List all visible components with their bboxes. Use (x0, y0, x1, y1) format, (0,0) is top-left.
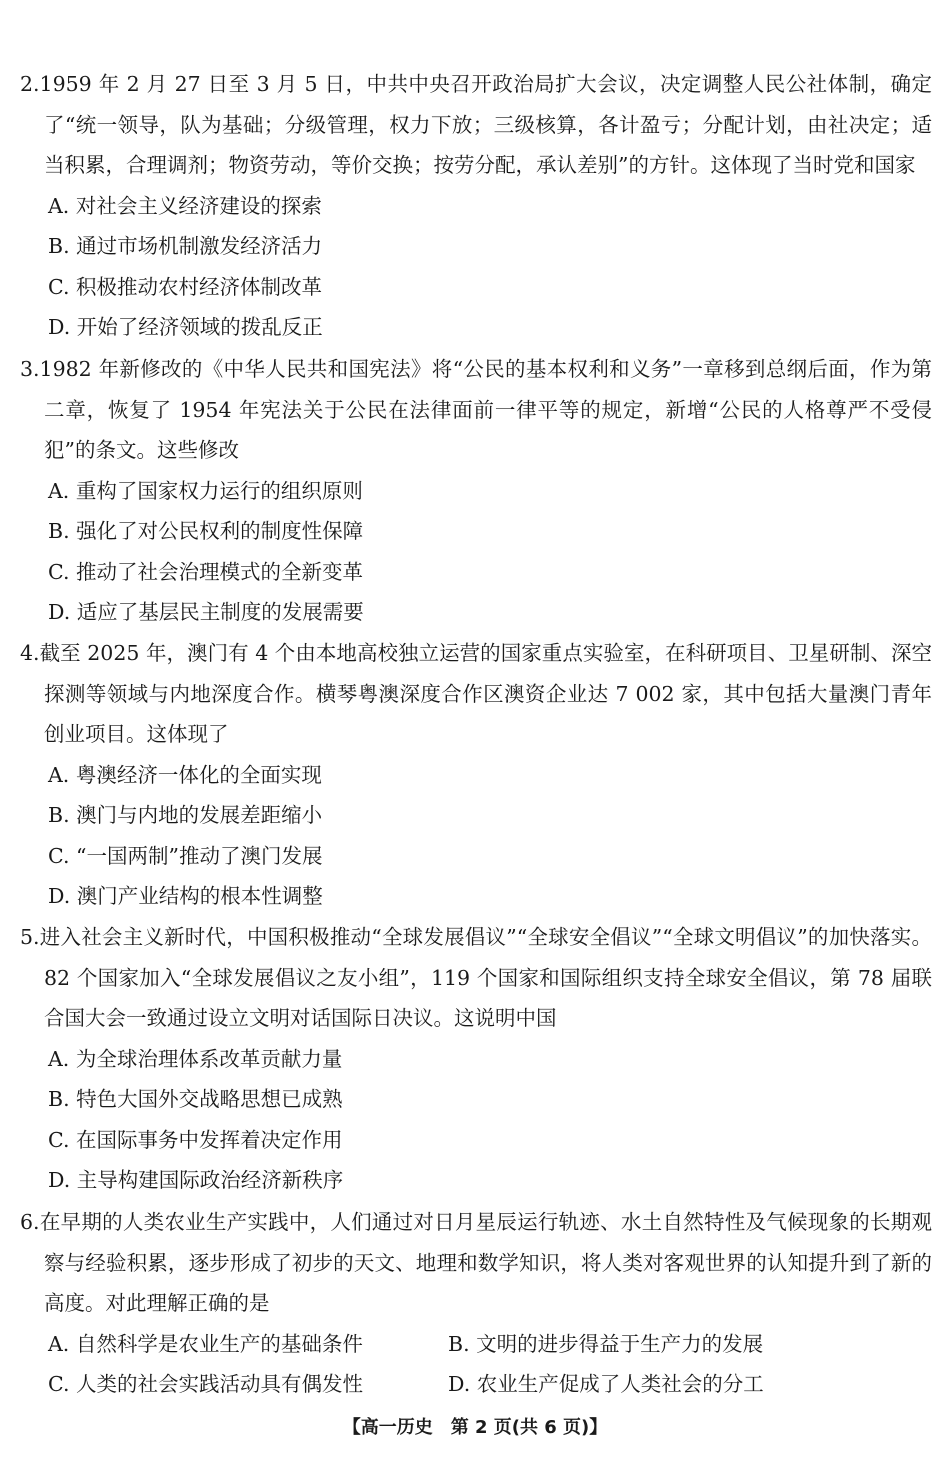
question-3 (20, 349, 932, 633)
option-c: C. “一国两制”推动了澳门发展 (48, 843, 323, 868)
option-d: D. 适应了基层民主制度的发展需要 (48, 600, 364, 624)
question-2 (20, 64, 932, 348)
options-row (20, 1364, 932, 1405)
option-d: D. 主导构建国际政治经济新秩序 (48, 1168, 344, 1192)
question-5 (20, 917, 932, 1201)
option-a: A. 自然科学是农业生产的基础条件 (48, 1331, 363, 1356)
option-d: D. 开始了经济领域的拨乱反正 (48, 315, 323, 339)
option-a: A. 为全球治理体系改革贡献力量 (48, 1046, 343, 1071)
option-b: B. 文明的进步得益于生产力的发展 (448, 1331, 764, 1356)
option-d: D. 农业生产促成了人类社会的分工 (448, 1372, 764, 1396)
option-c: C. 积极推动农村经济体制改革 (48, 274, 322, 299)
option-c: C. 在国际事务中发挥着决定作用 (48, 1127, 343, 1152)
option-c: C. 人类的社会实践活动具有偶发性 (48, 1372, 363, 1396)
question-4 (20, 633, 932, 917)
option-b: B. 澳门与内地的发展差距缩小 (48, 803, 323, 827)
option-b: B. 通过市场机制激发经济活力 (48, 234, 323, 258)
options-row (20, 1324, 932, 1365)
question-stem: 3.1982 年新修改的《中华人民共和国宪法》将“公民的基本权利和义务”一章移到总纲后面，作为第二章，恢复了 1954 年宪法关于公民在法律面前一律平等的规定，新增“公民的人格尊严不受侵犯”的条文。这些修改 (20, 357, 932, 462)
option-a: A. 粤澳经济一体化的全面实现 (48, 762, 322, 787)
option-b: B. 强化了对公民权利的制度性保障 (48, 519, 364, 543)
question-stem: 6.在早期的人类农业生产实践中，人们通过对日月星辰运行轨迹、水土自然特性及气候现象的长期观察与经验积累，逐步形成了初步的天文、地理和数学知识，将人类对客观世界的认知提升到了新的高度。对此理解正确的是 (20, 1210, 932, 1315)
question-stem: 2.1959 年 2 月 27 日至 3 月 5 日，中共中央召开政治局扩大会议，决定调整人民公社体制，确定了“统一领导，队为基础；分级管理，权力下放；三级核算，各计盈亏；分配计划，由社决定；适当积累，合理调剂；物资劳动，等价交换；按劳分配，承认差别”的方针。这体现了当时党和国家 (20, 72, 932, 177)
question-6 (20, 1202, 932, 1405)
question-stem: 5.进入社会主义新时代，中国积极推动“全球发展倡议”“全球安全倡议”“全球文明倡议”的加快落实。82 个国家加入“全球发展倡议之友小组”，119 个国家和国际组织支持全球安全倡议，第 78 届联合国大会一致通过设立文明对话国际日决议。这说明中国 (20, 925, 932, 1030)
option-a: A. 重构了国家权力运行的组织原则 (48, 478, 363, 503)
option-a: A. 对社会主义经济建设的探索 (48, 193, 322, 218)
option-d: D. 澳门产业结构的根本性调整 (48, 884, 323, 908)
question-stem: 4.截至 2025 年，澳门有 4 个由本地高校独立运营的国家重点实验室，在科研项目、卫星研制、深空探测等领域与内地深度合作。横琴粤澳深度合作区澳资企业达 7 002 家，其中包括大量澳门青年创业项目。这体现了 (20, 641, 932, 746)
option-c: C. 推动了社会治理模式的全新变革 (48, 559, 363, 584)
option-b: B. 特色大国外交战略思想已成熟 (48, 1087, 343, 1111)
page-footer: 【高一历史 第 2 页(共 6 页)】 (342, 1417, 608, 1438)
